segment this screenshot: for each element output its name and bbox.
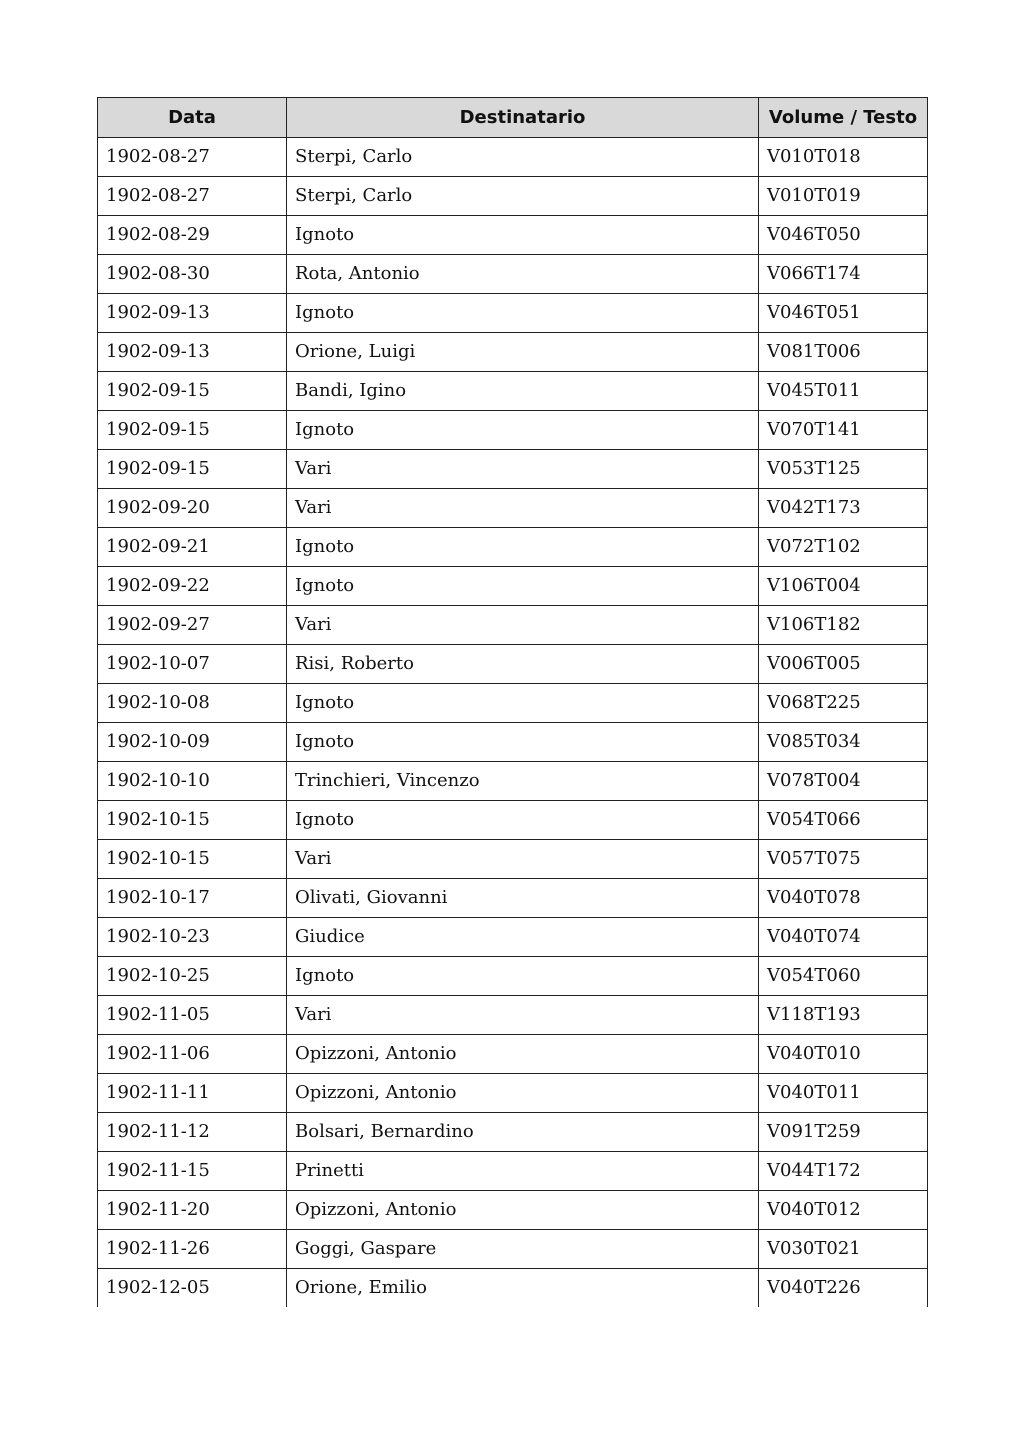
table-row xyxy=(98,762,928,801)
cell-volume: V010T018 xyxy=(759,138,928,177)
table-row xyxy=(98,372,928,411)
table-row xyxy=(98,528,928,567)
cell-date: 1902-10-25 xyxy=(98,957,287,996)
cell-recipient: Ignoto xyxy=(287,723,759,762)
cell-volume: V040T074 xyxy=(759,918,928,957)
cell-date: 1902-11-11 xyxy=(98,1074,287,1113)
cell-volume: V044T172 xyxy=(759,1152,928,1191)
table-row xyxy=(98,801,928,840)
table-row xyxy=(98,723,928,762)
table-row xyxy=(98,450,928,489)
table-row xyxy=(98,645,928,684)
cell-volume: V040T078 xyxy=(759,879,928,918)
cell-volume: V040T012 xyxy=(759,1191,928,1230)
cell-volume: V046T050 xyxy=(759,216,928,255)
cell-date: 1902-10-10 xyxy=(98,762,287,801)
cell-date: 1902-10-07 xyxy=(98,645,287,684)
table-row xyxy=(98,177,928,216)
table-row xyxy=(98,567,928,606)
table-row xyxy=(98,138,928,177)
cell-date: 1902-10-08 xyxy=(98,684,287,723)
cell-date: 1902-11-20 xyxy=(98,1191,287,1230)
cell-volume: V042T173 xyxy=(759,489,928,528)
cell-recipient: Vari xyxy=(287,840,759,879)
cell-recipient: Vari xyxy=(287,996,759,1035)
cell-date: 1902-09-21 xyxy=(98,528,287,567)
table-row xyxy=(98,489,928,528)
cell-recipient: Bandi, Igino xyxy=(287,372,759,411)
cell-recipient: Ignoto xyxy=(287,411,759,450)
table-row xyxy=(98,879,928,918)
cell-date: 1902-09-15 xyxy=(98,411,287,450)
cell-recipient: Sterpi, Carlo xyxy=(287,177,759,216)
cell-recipient: Vari xyxy=(287,489,759,528)
cell-volume: V078T004 xyxy=(759,762,928,801)
cell-date: 1902-08-27 xyxy=(98,138,287,177)
table-row xyxy=(98,1269,928,1308)
cell-recipient: Rota, Antonio xyxy=(287,255,759,294)
cell-recipient: Trinchieri, Vincenzo xyxy=(287,762,759,801)
cell-recipient: Prinetti xyxy=(287,1152,759,1191)
table-row xyxy=(98,957,928,996)
cell-volume: V085T034 xyxy=(759,723,928,762)
table-header-row xyxy=(98,98,928,138)
cell-recipient: Goggi, Gaspare xyxy=(287,1230,759,1269)
cell-recipient: Ignoto xyxy=(287,294,759,333)
cell-volume: V070T141 xyxy=(759,411,928,450)
cell-volume: V068T225 xyxy=(759,684,928,723)
cell-date: 1902-08-30 xyxy=(98,255,287,294)
cell-volume: V054T066 xyxy=(759,801,928,840)
cell-date: 1902-10-15 xyxy=(98,840,287,879)
table-row xyxy=(98,606,928,645)
cell-volume: V046T051 xyxy=(759,294,928,333)
cell-volume: V040T010 xyxy=(759,1035,928,1074)
cell-recipient: Ignoto xyxy=(287,528,759,567)
table-row xyxy=(98,1074,928,1113)
cell-volume: V053T125 xyxy=(759,450,928,489)
cell-date: 1902-09-20 xyxy=(98,489,287,528)
cell-date: 1902-10-09 xyxy=(98,723,287,762)
table-row xyxy=(98,294,928,333)
table-row xyxy=(98,1191,928,1230)
cell-recipient: Sterpi, Carlo xyxy=(287,138,759,177)
cell-volume: V106T182 xyxy=(759,606,928,645)
cell-volume: V106T004 xyxy=(759,567,928,606)
cell-recipient: Opizzoni, Antonio xyxy=(287,1074,759,1113)
table-row xyxy=(98,684,928,723)
letters-table xyxy=(97,97,928,1307)
cell-date: 1902-11-12 xyxy=(98,1113,287,1152)
cell-date: 1902-12-05 xyxy=(98,1269,287,1308)
cell-recipient: Opizzoni, Antonio xyxy=(287,1191,759,1230)
cell-volume: V072T102 xyxy=(759,528,928,567)
column-header-date: Data xyxy=(98,98,287,138)
cell-date: 1902-09-15 xyxy=(98,372,287,411)
cell-recipient: Risi, Roberto xyxy=(287,645,759,684)
cell-date: 1902-10-17 xyxy=(98,879,287,918)
cell-volume: V006T005 xyxy=(759,645,928,684)
cell-recipient: Olivati, Giovanni xyxy=(287,879,759,918)
table-row xyxy=(98,918,928,957)
cell-volume: V066T174 xyxy=(759,255,928,294)
table-row xyxy=(98,1113,928,1152)
table-body xyxy=(98,138,928,1308)
cell-volume: V010T019 xyxy=(759,177,928,216)
cell-volume: V030T021 xyxy=(759,1230,928,1269)
cell-volume: V054T060 xyxy=(759,957,928,996)
cell-recipient: Giudice xyxy=(287,918,759,957)
cell-recipient: Vari xyxy=(287,606,759,645)
cell-date: 1902-11-05 xyxy=(98,996,287,1035)
cell-recipient: Bolsari, Bernardino xyxy=(287,1113,759,1152)
cell-recipient: Opizzoni, Antonio xyxy=(287,1035,759,1074)
cell-recipient: Ignoto xyxy=(287,567,759,606)
cell-volume: V081T006 xyxy=(759,333,928,372)
cell-volume: V091T259 xyxy=(759,1113,928,1152)
table-row xyxy=(98,1035,928,1074)
cell-date: 1902-10-23 xyxy=(98,918,287,957)
cell-date: 1902-09-27 xyxy=(98,606,287,645)
table-row xyxy=(98,255,928,294)
cell-volume: V045T011 xyxy=(759,372,928,411)
cell-date: 1902-09-22 xyxy=(98,567,287,606)
cell-recipient: Orione, Luigi xyxy=(287,333,759,372)
cell-date: 1902-11-06 xyxy=(98,1035,287,1074)
cell-date: 1902-09-13 xyxy=(98,294,287,333)
cell-date: 1902-09-15 xyxy=(98,450,287,489)
cell-volume: V118T193 xyxy=(759,996,928,1035)
cell-recipient: Vari xyxy=(287,450,759,489)
table-row xyxy=(98,996,928,1035)
cell-recipient: Ignoto xyxy=(287,957,759,996)
cell-volume: V040T011 xyxy=(759,1074,928,1113)
cell-volume: V057T075 xyxy=(759,840,928,879)
cell-recipient: Ignoto xyxy=(287,801,759,840)
cell-recipient: Ignoto xyxy=(287,216,759,255)
table-row xyxy=(98,333,928,372)
table-row xyxy=(98,216,928,255)
table-row xyxy=(98,840,928,879)
cell-date: 1902-10-15 xyxy=(98,801,287,840)
cell-volume: V040T226 xyxy=(759,1269,928,1308)
cell-recipient: Ignoto xyxy=(287,684,759,723)
cell-date: 1902-11-15 xyxy=(98,1152,287,1191)
table-row xyxy=(98,1230,928,1269)
cell-date: 1902-08-27 xyxy=(98,177,287,216)
cell-date: 1902-11-26 xyxy=(98,1230,287,1269)
cell-date: 1902-08-29 xyxy=(98,216,287,255)
cell-recipient: Orione, Emilio xyxy=(287,1269,759,1308)
table-row xyxy=(98,1152,928,1191)
column-header-recipient: Destinatario xyxy=(287,98,759,138)
column-header-volume: Volume / Testo xyxy=(759,98,928,138)
cell-date: 1902-09-13 xyxy=(98,333,287,372)
table-row xyxy=(98,411,928,450)
